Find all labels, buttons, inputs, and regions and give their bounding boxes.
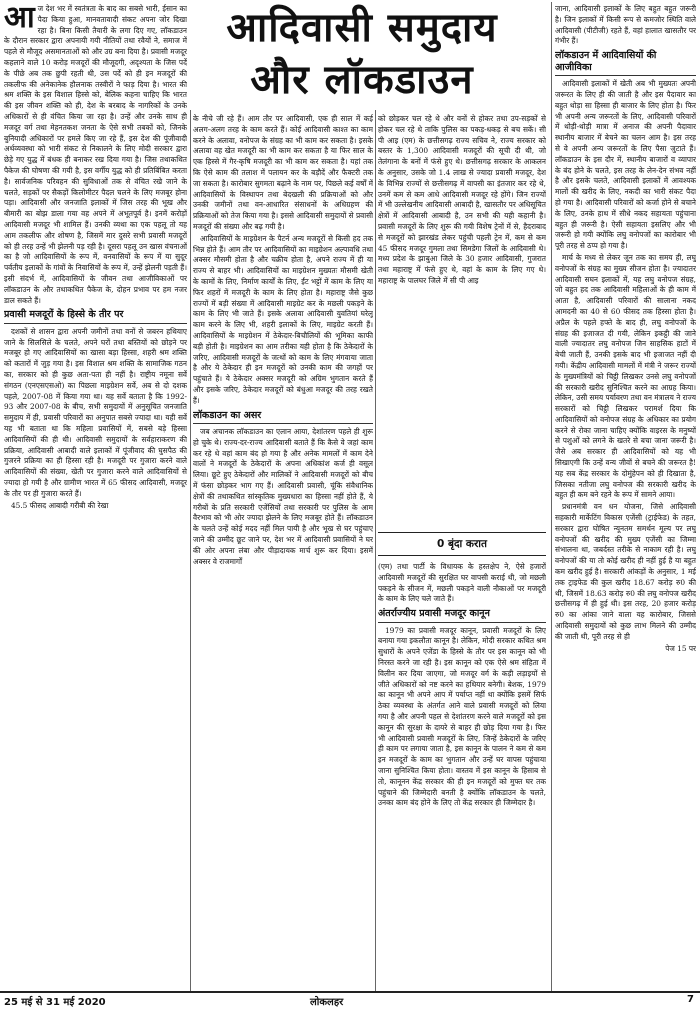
body-paragraph: को छोड़कर चल रहे थे और वनों से होकर तथा उप-सड़कों से होकर चल रहे थे ताकि पुलिस का पकड़-धकड़ से बच सकें। सी पी आइ (एम) के छत्तीसगढ़ राज्य सचिव ने, राज्य सरकार को बस्तर के 1,300 आदिवासी मजदूरों की सूची दी थी, जो तेलंगाना के बनों में फंसे हुए थे। छत्तीसगढ़ सरकार के आकलन के अनुसार, उसके जो 1.4 लाख से ज्यादा प्रवासी मजदूर, देश के विभिन्न राज्यों से छत्तीसगढ़ में वापसी का इंतजार कर रहे थे, उनमें कम से कम आधे आदिवासी मजदूर रहे होंगे। जिन राज्यों में भी उल्लेखनीय आदिवासी आबादी है, खासतौर पर अधिसूचित क्षेत्रों में आदिवासी आबादी है, उन सभी की यही कहानी है। प्रवासी मजदूरों के लिए शुरू की गयी विशेष ट्रेनों में से, हैदराबाद से मजदूरों को झारखंड लेकर पहुंची पहली ट्रेन में, कम से कम 45 फीसद मजदूर गुमला तथा सिमडेगा जिलों के आदिवासी थे। मध्य प्रदेश के झाबुआ जिले के 30 हजार आदिवासी, गुजरात तथा महाराष्ट्र में फंसे हुए थे, वहां के काम के लिए गए थे। महाराष्ट्र के पालघर जिले में सी पी आइ [378,114,546,285]
intro-paragraph: आज देश भर में स्वतंत्रता के बाद का सबसे भारी, ईसान का पैदा किया हुआ, मानवतावादी संकट अपना जोर दिखा रहा है। बिना किसी तैयारी के लगा दिए गए, लॉकडाउन के दौरान सरकार द्वारा अपनायी गयी नीतियों तथा रवैयों ने, समाज में पहले से मौजूद असमानताओं को और उग्र बना दिया है। प्रवासी मजदूर कहलाने वाले 10 करोड़ मजदूरों की मौजूदगी, अदृश्यता के जिस पर्दे के पीछे अब तक छुपी रहती थी, उस पर्दे को ही इन मजदूरों की तकलीफ की अनेकानेक हौलनाक तस्वीरों ने फाड़ दिया है। भारत की श्रम शक्ति के इस विशाल हिस्से को, बेलिक कहना चाहिए कि भारत की इस जीवन शक्ति को ही, देश के बरबाद के नागरिकों के उनके अधिकारों से ही वंचित किया जा रहा है। उन्हें और उनके साथ ही मजदूर वर्ग तथा मेहनतकश जनता के ऐसे सभी तबकों को, जिनके बुनियादी अधिकारों पर हमले किए जा रहे हैं, इस देश की पूंजीवादी अर्थव्यवस्था को भारी संकट से निकालने के लिए मोदी सरकार द्वारा छेड़े गए युद्ध में बंधक ही बनाकर रख दिया गया है। जिस तथाकथित पैकेज की घोषणा की गयी है, इस वर्गीय युद्ध को ही प्रतिबिंबित करता है। सार्वजनिक परिवहन की सुविधाओं तक से वंचित रखे जाने के चलते, सड़कों पर सैकड़ों किलोमीटर पैदल चलने के लिए मजबूर होना पड़ा। आदिवासी और जनजाति इलाकों में जिस तरह की भूख और बीमारी का बोझ डाला गया वह अपने में अभूतपूर्व है। इनमें करोड़ों आदिवासी मजदूर भी शामिल हैं। उनकी व्यथा का एक पहलू तो यह आम तकलीफ और शोषण है, जिसमें मार दुसरे सभी प्रवासी मजदूरों को ही तरह उन्हें भी झेलनी पड़ रही है। दूसरा पहलू उन खास वंचनाओं का है जो आदिवासियों के रूप में, वनवासियों के रूप में या सुदूर पर्वतीय इलाकों के गांवों के निवासियों के रूप में, उन्हें झेलनी पड़ती हैं। इसी संदर्भ में, आदिवासियों के जीवन तथा आजीविकाओं पर लॉकडाउन के और तथाकथित पैकेज के, दोहन प्रभाव पर हम नजर डाल सकते हैं। [4,4,187,305]
body-paragraph: मार्च के मध्य से लेकर जून तक का समय ही, लघु वनोपजों के संग्रह का मुख्य सीजन होता है। ज्यादातर आदिवासी सघन इलाकों में, यह लघु वनोपज संग्रह, जो बहुत हद तक आदिवासी महिलाओं के ही काम में आता है, आदिवासी परिवारों की सालाना नकद आमदनी का 40 से 60 फीसद तक हिस्सा होता है। अप्रैल के पहले हफ्ते के बाद ही, लघु वनोपजों के संग्रह की इजाजत दी गयी, लेकिन इकट्ठी की जाने वाली ज्यादातर लघु वनोपज जिन साहसिक हाटों में बेची जाती हैं, उनकी इसके बाद भी इजाजत नहीं दी गयी। केंद्रीय आदिवासी मामलों में मंत्री ने जरूर राज्यों के मुख्यमंत्रियों को चिट्ठी लिखकर उनसे लघु वनोपजों की सरकारी खरीद सुनिश्चित करने का आग्रह किया। लेकिन, उसी समय पर्यावरण तथा वन मंत्रालय ने राज्य सरकारों को चिट्ठी लिखकर परामर्श दिया कि आदिवासियों को वनोपज संग्रह के अधिकार का प्रयोग करने से रोका जाना चाहिए क्योंकि वाइरस के मनुष्यों से पशुओं को लगने के खतरे से बचा जाना जरूरी है। जैसे अब सरकार ही आदिवासियों को यह भी सिखाएगी कि उन्हें वन्य जीवों से बचने की जरूरत है! यह सब केंद्र सरकार के दोमुंहेपन को ही दिखाता है, जिसका नतीजा लघु वनोपज की सरकारी खरीद के बहुत ही कम बने रहने के रूप में सामने आया। [555,252,696,500]
body-paragraph: दशकों से शासन द्वारा अपनी जमीनों तथा वनों से जबरन हथियाए जाने के सिलसिले के चलते, अपने घरों तथा बस्तियों को छोड़ने पर मजबूर हो गए आदिवासियों का खासा बड़ा हिस्सा, शहरी श्रम शक्ति को कतारों में जुड़ गया है। इस विशाल श्रम शक्ति के सामाजिक गठन का, सरकार को ही कुछ अता-पता ही नहीं है। राष्ट्रीय नमूना सर्वे संगठन (एनएसएसओ) का पिछला माइग्रेशन सर्वे, अब से दो दशक पहले, 2007-08 में किया गया था। यह सर्वे बताता है कि 1992-93 और 2007-08 के बीच, सभी समुदायों में अनुसूचित जनजाति समुदाय में ही, प्रवासी परिवारों का अनुपात सबसे ज्यादा था। यही सर्वे यह भी बताता था कि महिला प्रवासियों में, सबसे बड़े हिस्सा आदिवासियों की ही थी। आदिवासी समुदायों के सर्वहाराकरण की प्रक्रिया, आदिवासी आबादी वाले इलाकों में पूंजीवाद की घुसपैठ की गुजरने प्रक्रिया का ही हिस्सा रही है। मजदूरी पर गुजारा करने वाले आदिवासियों की संख्या, खेती पर गुजारा करने वाले आदिवासियों से ज्यादा हो गयी है और ग्रामीण भारत में 65 फीसद आदिवासी, मजदूर के तौर पर ही गुजारा करते हैं। [4,326,187,498]
headline-line-2: और लॉकडाउन [250,57,474,103]
subhead-lockdown-impact: लॉकडाउन का असर [193,410,373,425]
subhead-livelihood: लॉकडाउन में आदिवासियों की आजीविका [555,50,696,76]
body-paragraph: आदिवासी इलाकों में खेती अब भी मुख्यतः अपनी जरूरत के लिए ही की जाती है और इस पैदावार का बहुत थोड़ा सा हिस्सा ही बाजार के लिए होता है। फिर भी अपनी अन्य जरूरतों के लिए, आदिवासी परिवारों में थोड़ी-थोड़ी मात्रा में अनाज की अपनी पैदावार स्थानीय बाजार में बेचने का चलन आम है। इस तरह से वे अपनी अन्य जरूरतों के लिए पैसा जुटाते हैं। लॉकडाउन के इस दौर में, स्थानीय बाजारों व व्यापार के बंद होने के चलते, इस तरह के लेन-देन संभव नहीं है और इसके चलते, आदिवासी इलाकों में आवश्यक मालों की खरीद के लिए, नकदी का भारी संकट पैदा हो गया है। आदिवासी परिवारों को कर्जा होने से बचाने के लिए, उनके हाथ में सीधे नकद सहायता पहुंचाना बहुत ही जरूरी है। ऐसी सहायता इसलिए और भी जरूरी हो गयी क्योंकि लघु वनोपजों का कारोबार भी पूरी तरह से ठप्प हो गया है। [555,79,696,251]
subhead-migrant-workers: प्रवासी मजदूरों के हिस्से के तीर पर [4,309,187,324]
body-paragraph: जब अचानक लॉकडाउन का एलान आया, देशांतरण पहले ही शुरू हो चुके थे। राज्य-दर-राज्य आदिवासी बताते हैं कि कैसे वे जहां काम कर रहे थे वहां काम बंद हो गया है और अनेक मामलों में काम देने वालों ने मजदूरों के ठेकेदारों के अपना अधिकांश कर्ज ही वसूल लिया। छूटे हुए ठेकेदारों और मालिकों ने आदिवासी मजदूरों को बीच में फंसा छोड़कर भाग गए हैं। आदिवासी प्रवासी, चूंकि संवैधानिक क्षेत्रों की तथाकथित सांस्कृतिक मुख्यधारा का हिस्सा नहीं होते हैं, ये गरीबों के प्रति सरकारी एजेंसियों तथा सरकारी पर पुलिस के आम वैरभाव को भी ओर ज्यादा झेलने के लिए मजबूर होते हैं। लॉकडाउन के चलते उन्हें कोई मदद नहीं मिल पायी है और भूख से घर पहुंचाए जाने की उम्मीद छूट जाने पर, देश भर में आदिवासी प्रवासियों ने घर की ओर अपना लंबा और पीड़ादायक मार्च शुरू कर दिया। इसमें अक्सर वे राजमार्गों [193,427,373,566]
column-1 [4,4,187,994]
column-divider [551,2,552,992]
page-footer [0,994,700,1010]
body-paragraph: आदिवासियों के माइग्रेशन के पैटर्न अन्य मजदूरों से किसी हद तक भिन्न होते हैं। आम तौर पर आदिवासियों का माइग्रेशन अल्पावधि तथा अक्सर मौसमी होता है और चक्रीय होता है, अपने राज्य में ही या राज्य से बाहर भी। आदिवासियों का माइग्रेशन मुख्यतः मौसमी खेती के कामों के लिए, निर्माण कार्यों के लिए, ईंट भट्टों में काम के लिए या फिर शहरों में मजदूरी के काम के लिए होता है। महाराष्ट्र जैसे कुछ राज्यों में बड़ी संख्या में आदिवासी माइग्रेट कर के मछली पकड़ने के काम के लिए भी जाते हैं। इसके अलावा आदिवासी युवतियां घरेलू काम करने के लिए भी, शहरी इलाकों के लिए, माइग्रेट करती हैं। आदिवासियों के माइग्रेशन में ठेकेदार-बिचौलियों की भूमिका काफी बड़ी होती है। माइग्रेशन का आम तरीका यही होता है कि ठेकेदारों के जरिए, आदिवासी मजदूरों के जत्थों को काम के लिए मंगवाया जाता है और ये ठेकेदार ही इन मजदूरों को उनकी काम की जगहों पर पहुंचाते हैं। ये ठेकेदार अक्सर मजदूरी को अग्रिम भुगतान करते हैं और इसके जरिए, ठेकेदार मजदूरों को बंधुआ मजदूर की तरह रखते हैं। [193,233,373,405]
body-paragraph: (एम) तथा पार्टी के विधायक के हस्तक्षेप ने, ऐसे हजारों आदिवासी मजदूरों की सुरक्षित घर वापसी कराई थी, जो मछली पकड़ने के सीजन में, मछली पकड़ने वाली नौकाओं पर मजदूरी के काम के लिए चले जाते हैं। [378,562,546,604]
column-5 [555,4,696,994]
column-2 [193,114,373,994]
byline-box: 0 बृंदा करात [378,532,546,556]
body-paragraph: 45.5 फीसद आबादी गरीबी की रेखा [11,500,109,510]
headline [192,2,532,106]
subhead-interstate-law: अंतर्राज्यीय प्रवासी मजदूर कानून [378,608,546,623]
body-paragraph: प्रधानमंत्री वन धन योजना, जिसे आदिवासी सहकारी मार्केटिंग विकास एजेंसी (ट्राईफेड) के तहत, सरकार द्वारा घोषित न्यूनतम समर्थन मूल्य पर लघु वनोपजों की खरीद की मुख्य एजेंसी का जिम्मा संभालना था, जबर्दस्त तरीके से नाकाम रही है। लघु वनोपजों की या तो कोई खरीद ही नहीं हुई है या बहुत कम खरीद हुई है। सरकारी आंकड़ों के अनुसार, 1 मई तक ट्राइफेड की कुल खरीद 18.67 करोड़ रु0 की थी, जिसमें 18.63 करोड़ रु0 की लघु वनोपज खरीद छत्तीसगढ़ में ही हुई थी। इस तरह, 20 हजार करोड़ रु0 का आंका जाने वाला यह कारोबार, जिससे आदिवासी समुदायों को कुछ लाभ मिलने की उम्मीद की जाती थी, पूरी तरह से ही [555,502,696,641]
column-3-top [378,114,546,526]
body-paragraph: 1979 का प्रवासी मजदूर कानून, प्रवासी मजदूरों के लिए बनाया गया इकलौता कानून है। लेकिन, मोदी सरकार कथित श्रम सुधारों के अपने एजेंडा के हिस्से के तौर पर इस कानून को भी निरस्त करने जा रही है। इस कानून को एक ऐसे श्रम संहिता में विलीन कर दिया जाएगा, जो मजदूर वर्ग के कड़ी लड़ाइयों से जीते अधिकारों को नष्ट करने का हथियार बनेगी। बेशक, 1979 का कानून भी अपने आप में पर्याप्त नहीं था क्योंकि इसमें सिर्फ ठेका व्यवस्था के अंतर्गत आने वाले प्रवासी मजदूरों को लिया गया है और अपनी पहल से देशांतरण करने वाले मजदूरों को इस कानून की सुरक्षा के दायरे से बाहर ही छोड़ दिया गया है। फिर भी आदिवासी प्रवासी मजदूरों के लिए, जिन्हें ठेकेदारों के जरिए ही काम पर लगाया जाता है, इस कानून के पालन ने कम से कम इन मजदूरों के काम का भुगतान और उन्हें घर वापस पहुंचाया जाना सुनिश्चित किया होता। वास्तव में इस कानून के हिसाब से तो, कानूनन केंद्र सरकार की ही इन मजदूरों को मुफ्त घर तक पहुंचाने की जिम्मेदारी बनती है क्योंकि लॉकडाउन के चलते, उनका काम बंद होने के लिए तो केंद्र सरकार ही जिम्मेदार है। [378,625,546,808]
footer-date: 25 मई से 31 मई 2020 [4,997,106,1008]
drop-cap: आ [4,4,35,35]
headline-line-1: आदिवासी समुदाय [226,5,498,51]
continued-note: पेज 15 पर [665,643,696,653]
body-paragraph: के नीचे जी रहे हैं। आम तौर पर आदिवासी, एक ही साल में कई अलग-अलग तरह के काम करते हैं। कोई आदिवासी काश्त का काम करने के अलावा, वनोपज के संग्रह का भी काम कर सकता है। इसके अलावा वह खेत मजदूरी का भी काम कर सकता है या फिर साल के एक हिस्से में गैर-कृषि मजदूरी का भी काम कर सकता है। यहां तक कि ऐसे काम की तलाश में पलायन कर के बड़ौदें और फैक्टरी तक जा सकता है। कारोबार सुगमता बढ़ाने के नाम पर, पिछले कई वर्षों में आदिवासियों के विस्थापन तथा बेदखली की प्रक्रियाओं को और उनकी जमीनों तथा वन-आधारित संसाधनों के अधिग्रहण की प्रक्रियाओं को तेज किया गया है। इससे आदिवासी समुदायों से प्रवासी मजदूरों की संख्या और बढ़ गयी है। [193,114,373,231]
body-paragraph: जाना, आदिवासी इलाकों के लिए बहुत बहुत जरूरी है। जिन इलाकों में किसी रूप से कमजोर स्थिति वाले आदिवासी (पीटीजी) रहते हैं, वहां हालात खासतौर पर गंभीर हैं। [555,4,696,46]
footer-page-number: 7 [687,994,694,1005]
column-3-bottom [378,562,546,994]
column-divider [190,110,191,992]
footer-rule [0,991,700,993]
column-divider [375,110,376,992]
footer-publication: लोकलहर [310,997,344,1008]
